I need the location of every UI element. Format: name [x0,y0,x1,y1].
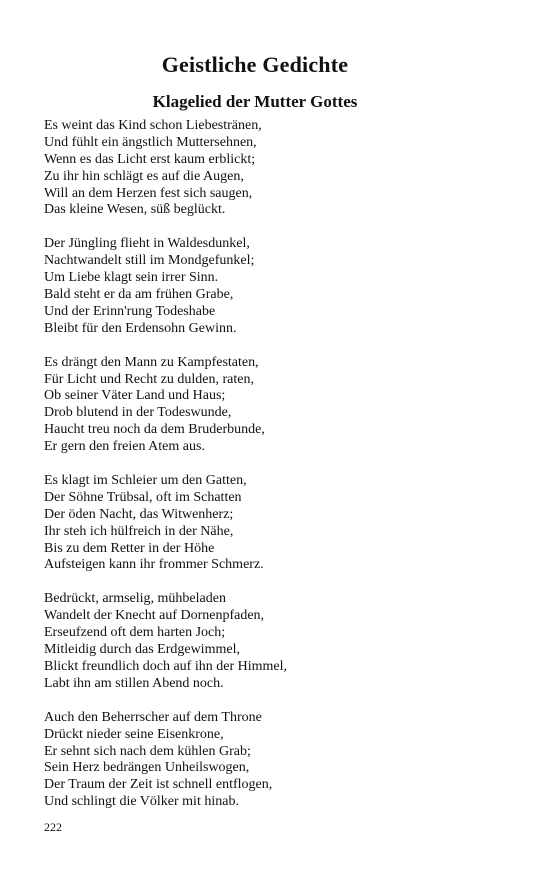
verse-line: Blickt freundlich doch auf ihn der Himmel, [44,658,287,674]
stanza [44,355,484,456]
verse-line: Das kleine Wesen, süß beglückt. [44,202,226,218]
stanza [44,236,484,337]
verse-line: Und der Erinn'rung Todeshabe [44,303,216,319]
verse-line: Haucht treu noch da dem Bruderbunde, [44,422,265,438]
verse-line: Erseufzend oft dem harten Joch; [44,625,226,641]
verse-line: Bleibt für den Erdensohn Gewinn. [44,320,237,336]
verse-line: Es klagt im Schleier um den Gatten, [44,473,247,489]
verse-line: Zu ihr hin schlägt es auf die Augen, [44,168,244,184]
verse-line: Drob blutend in der Todeswunde, [44,405,232,421]
verse-line: Bis zu dem Retter in der Höhe [44,540,215,556]
verse-line: Er gern den freien Atem aus. [44,439,205,455]
verse-line: Der Söhne Trübsal, oft im Schatten [44,489,242,505]
stanza [44,118,484,219]
verse-line: Aufsteigen kann ihr frommer Schmerz. [44,557,264,573]
stanza [44,591,484,692]
verse-line: Für Licht und Recht zu dulden, raten, [44,371,254,387]
page-number: 222 [44,820,62,834]
verse-line: Wandelt der Knecht auf Dornenpfaden, [44,608,265,624]
verse-line: Er sehnt sich nach dem kühlen Grab; [44,743,251,759]
poem-body [44,118,484,828]
stanza [44,710,484,811]
verse-line: Der Jüngling flieht in Waldesdunkel, [44,236,250,252]
verse-line: Will an dem Herzen fest sich saugen, [44,185,253,201]
stanza [44,473,484,574]
verse-line: Wenn es das Licht erst kaum erblickt; [44,151,256,167]
book-title: Geistliche Gedichte [161,52,349,77]
verse-line: Labt ihn am stillen Abend noch. [44,675,224,691]
verse-line: Sein Herz bedrängen Unheilswogen, [44,760,250,776]
verse-line: Um Liebe klagt sein irrer Sinn. [44,270,219,286]
verse-line: Ob seiner Väter Land und Haus; [44,388,226,404]
verse-line: Es drängt den Mann zu Kampfestaten, [44,354,259,370]
verse-line: Bald steht er da am frühen Grabe, [44,287,234,303]
verse-line: Der Traum der Zeit ist schnell entflogen, [44,777,273,793]
verse-line: Und fühlt ein ängstlich Muttersehnen, [44,134,257,150]
verse-line: Drückt nieder seine Eisenkrone, [44,726,224,742]
poem-title: Klagelied der Mutter Gottes [152,92,358,111]
verse-line: Nachtwandelt still im Mondgefunkel; [44,253,255,269]
verse-line: Es weint das Kind schon Liebestränen, [44,118,262,133]
verse-line: Bedrückt, armselig, mühbeladen [44,591,226,607]
verse-line: Ihr steh ich hülfreich in der Nähe, [44,523,234,539]
verse-line: Der öden Nacht, das Witwenherz; [44,506,234,522]
verse-line: Mitleidig durch das Erdgewimmel, [44,642,240,658]
verse-line: Auch den Beherrscher auf dem Throne [44,709,262,725]
verse-line: Und schlingt die Völker mit hinab. [44,794,239,810]
